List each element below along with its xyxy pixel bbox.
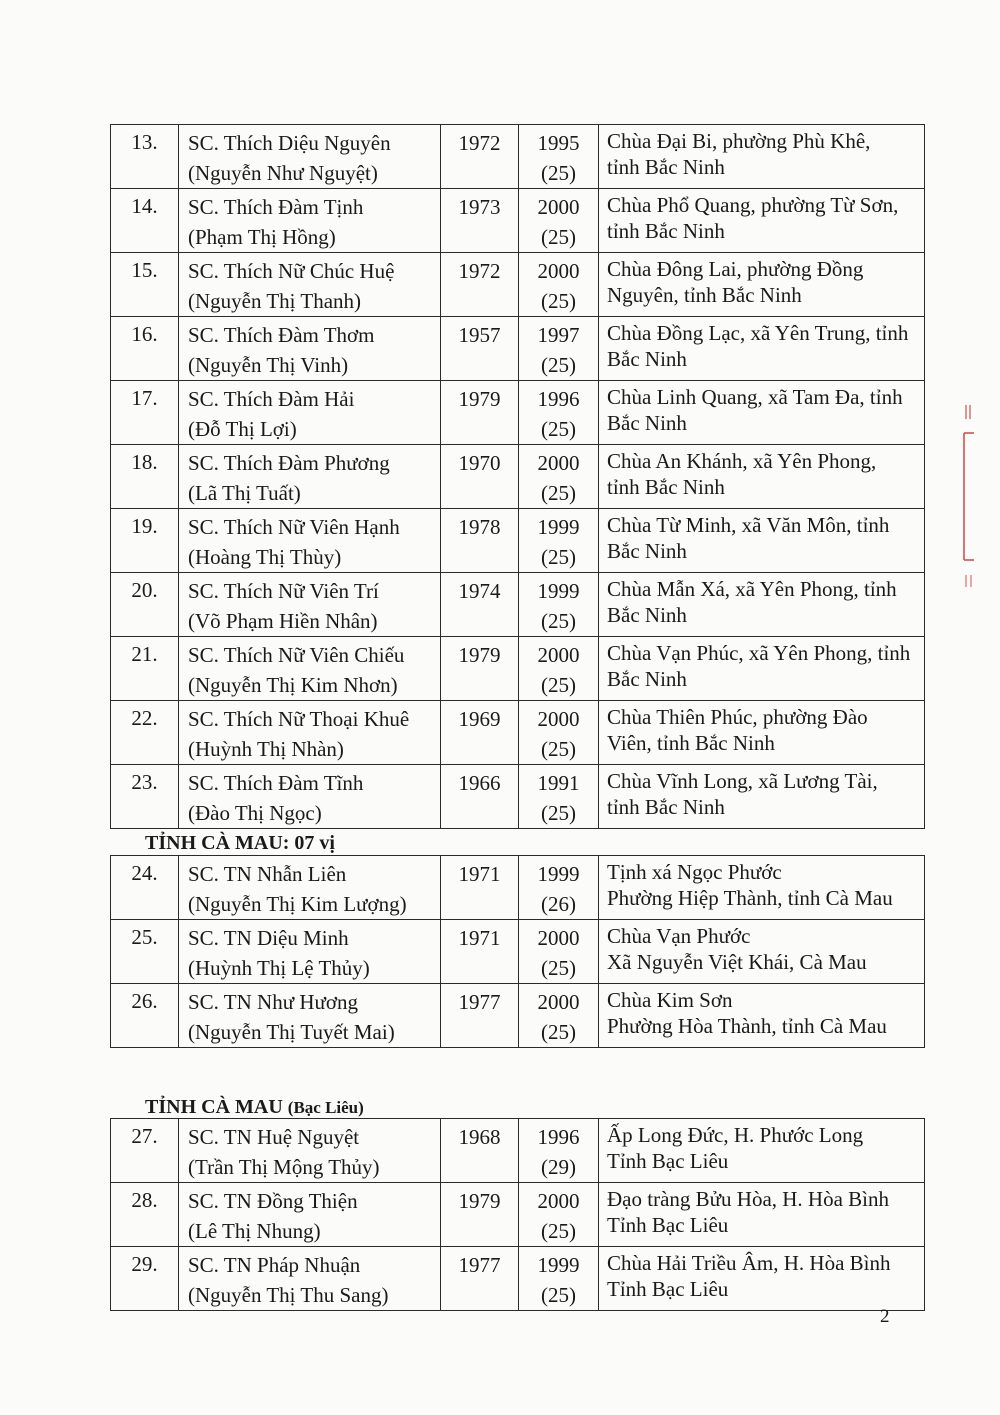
row-number-cell	[111, 381, 179, 445]
address-cell	[599, 445, 925, 509]
ordination-year-year: 1999	[537, 515, 580, 539]
table-bac-lieu	[110, 1118, 925, 1311]
person-name-name: SC. TN Diệu Minh	[188, 926, 349, 950]
birth-year-birth: 1977	[458, 990, 501, 1014]
address-addr2: Bắc Ninh	[607, 411, 687, 435]
person-name-cell	[179, 984, 441, 1048]
ordination-year-years: (25)	[541, 417, 576, 441]
person-name-name: SC. TN Nhẫn Liên	[188, 862, 347, 886]
person-name-name: SC. TN Như Hương	[188, 990, 358, 1014]
table-bac-ninh	[110, 124, 925, 829]
birth-year-birth: 1957	[458, 323, 501, 347]
row-number-no: 18.	[131, 450, 158, 474]
person-name-name: SC. Thích Nữ Viên Hạnh	[188, 515, 400, 539]
ordination-year-year: 1999	[537, 862, 580, 886]
ordination-year-cell	[519, 637, 599, 701]
ordination-year-cell	[519, 381, 599, 445]
row-number-no: 21.	[131, 642, 158, 666]
birth-year-birth: 1970	[458, 451, 501, 475]
row-number-cell	[111, 856, 179, 920]
row-number-cell	[111, 765, 179, 829]
birth-year-cell	[441, 573, 519, 637]
ordination-year-years: (25)	[541, 956, 576, 980]
address-cell	[599, 856, 925, 920]
birth-year-cell	[441, 984, 519, 1048]
ordination-year-years: (25)	[541, 353, 576, 377]
person-name-lay-name: (Nguyễn Như Nguyệt)	[188, 161, 378, 185]
ordination-year-cell	[519, 920, 599, 984]
person-name-name: SC. Thích Diệu Nguyên	[188, 131, 391, 155]
person-name-name: SC. Thích Nữ Thoại Khuê	[188, 707, 410, 731]
address-addr1: Chùa Kim Sơn	[607, 988, 733, 1012]
birth-year-birth: 1979	[458, 387, 501, 411]
ordination-year-year: 1991	[537, 771, 580, 795]
person-name-cell	[179, 920, 441, 984]
ordination-year-year: 2000	[537, 643, 580, 667]
person-name-lay-name: (Nguyễn Thị Kim Nhơn)	[188, 673, 398, 697]
table-row	[111, 701, 925, 765]
row-number-no: 14.	[131, 194, 158, 218]
address-addr2: Bắc Ninh	[607, 667, 687, 691]
address-addr1: Chùa Hải Triều Âm, H. Hòa Bình	[607, 1251, 891, 1275]
person-name-name: SC. TN Pháp Nhuận	[188, 1253, 361, 1277]
person-name-lay-name: (Nguyễn Thị Kim Lượng)	[188, 892, 407, 916]
birth-year-cell	[441, 637, 519, 701]
person-name-lay-name: (Võ Phạm Hiền Nhân)	[188, 609, 378, 633]
section-heading-ca-mau: TỈNH CÀ MAU: 07 vị	[145, 832, 335, 854]
address-cell	[599, 701, 925, 765]
row-number-no: 25.	[131, 925, 158, 949]
ordination-year-year: 1997	[537, 323, 580, 347]
birth-year-birth: 1979	[458, 643, 501, 667]
ordination-year-year: 2000	[537, 259, 580, 283]
person-name-lay-name: (Phạm Thị Hồng)	[188, 225, 336, 249]
person-name-lay-name: (Lê Thị Nhung)	[188, 1219, 321, 1243]
ordination-year-year: 2000	[537, 990, 580, 1014]
row-number-cell	[111, 984, 179, 1048]
address-addr1: Chùa Từ Minh, xã Văn Môn, tỉnh	[607, 513, 890, 537]
birth-year-cell	[441, 765, 519, 829]
birth-year-birth: 1971	[458, 926, 501, 950]
ordination-year-year: 1999	[537, 579, 580, 603]
ordination-year-years: (26)	[541, 892, 576, 916]
address-addr2: tỉnh Bắc Ninh	[607, 795, 725, 819]
address-addr2: Viên, tỉnh Bắc Ninh	[607, 731, 775, 755]
table-row	[111, 189, 925, 253]
address-cell	[599, 1119, 925, 1183]
person-name-lay-name: (Hoàng Thị Thùy)	[188, 545, 342, 569]
address-addr2: Phường Hiệp Thành, tỉnh Cà Mau	[607, 886, 893, 910]
birth-year-cell	[441, 920, 519, 984]
row-number-no: 27.	[131, 1124, 158, 1148]
address-cell	[599, 125, 925, 189]
address-addr1: Chùa Đại Bi, phường Phù Khê,	[607, 129, 871, 153]
person-name-name: SC. Thích Đàm Tịnh	[188, 195, 364, 219]
birth-year-birth: 1977	[458, 1253, 501, 1277]
ordination-year-year: 1995	[537, 131, 580, 155]
birth-year-cell	[441, 125, 519, 189]
address-addr1: Chùa Vạn Phước	[607, 924, 751, 948]
page-number: 2	[880, 1306, 890, 1327]
row-number-cell	[111, 125, 179, 189]
birth-year-birth: 1968	[458, 1125, 501, 1149]
ordination-year-cell	[519, 856, 599, 920]
row-number-no: 13.	[131, 130, 158, 154]
table-row	[111, 573, 925, 637]
person-name-cell	[179, 856, 441, 920]
row-number-no: 29.	[131, 1252, 158, 1276]
ordination-year-cell	[519, 253, 599, 317]
person-name-cell	[179, 701, 441, 765]
ordination-year-years: (25)	[541, 737, 576, 761]
ordination-year-cell	[519, 765, 599, 829]
table-row	[111, 1247, 925, 1311]
address-cell	[599, 573, 925, 637]
address-addr2: Phường Hòa Thành, tỉnh Cà Mau	[607, 1014, 887, 1038]
row-number-no: 22.	[131, 706, 158, 730]
address-addr2: Bắc Ninh	[607, 603, 687, 627]
person-name-lay-name: (Huỳnh Thị Nhàn)	[188, 737, 344, 761]
birth-year-cell	[441, 189, 519, 253]
table-row	[111, 381, 925, 445]
ordination-year-years: (25)	[541, 1020, 576, 1044]
address-addr1: Đạo tràng Bửu Hòa, H. Hòa Bình	[607, 1187, 890, 1211]
ordination-year-cell	[519, 317, 599, 381]
address-cell	[599, 381, 925, 445]
row-number-cell	[111, 509, 179, 573]
person-name-name: SC. Thích Đàm Phương	[188, 451, 390, 475]
address-addr1: Chùa Linh Quang, xã Tam Đa, tỉnh	[607, 385, 903, 409]
table-row	[111, 1119, 925, 1183]
margin-stamp-mark	[962, 405, 976, 595]
address-addr2: Xã Nguyễn Việt Khái, Cà Mau	[607, 950, 867, 974]
address-addr1: Chùa Thiên Phúc, phường Đào	[607, 705, 868, 729]
birth-year-birth: 1978	[458, 515, 501, 539]
birth-year-cell	[441, 856, 519, 920]
row-number-cell	[111, 1183, 179, 1247]
ordination-year-year: 1999	[537, 1253, 580, 1277]
address-addr1: Chùa Đồng Lạc, xã Yên Trung, tỉnh	[607, 321, 909, 345]
person-name-cell	[179, 253, 441, 317]
ordination-year-cell	[519, 189, 599, 253]
row-number-cell	[111, 1119, 179, 1183]
table-row	[111, 856, 925, 920]
ordination-year-year: 2000	[537, 926, 580, 950]
ordination-year-cell	[519, 445, 599, 509]
ordination-year-year: 1996	[537, 387, 580, 411]
ordination-year-year: 1996	[537, 1125, 580, 1149]
birth-year-cell	[441, 1247, 519, 1311]
address-addr1: Chùa Vĩnh Long, xã Lương Tài,	[607, 769, 878, 793]
person-name-lay-name: (Đào Thị Ngọc)	[188, 801, 322, 825]
row-number-cell	[111, 317, 179, 381]
person-name-cell	[179, 1119, 441, 1183]
ordination-year-cell	[519, 1183, 599, 1247]
address-addr2: Nguyên, tỉnh Bắc Ninh	[607, 283, 802, 307]
address-cell	[599, 509, 925, 573]
ordination-year-cell	[519, 125, 599, 189]
birth-year-birth: 1972	[458, 259, 501, 283]
row-number-cell	[111, 253, 179, 317]
person-name-name: SC. Thích Đàm Hải	[188, 387, 355, 411]
row-number-cell	[111, 637, 179, 701]
row-number-no: 23.	[131, 770, 158, 794]
ordination-year-years: (25)	[541, 801, 576, 825]
person-name-name: SC. Thích Đàm Tĩnh	[188, 771, 364, 795]
ordination-year-year: 2000	[537, 707, 580, 731]
person-name-cell	[179, 125, 441, 189]
ordination-year-cell	[519, 509, 599, 573]
person-name-lay-name: (Đỗ Thị Lợi)	[188, 417, 297, 441]
person-name-cell	[179, 445, 441, 509]
person-name-cell	[179, 765, 441, 829]
person-name-lay-name: (Lã Thị Tuất)	[188, 481, 301, 505]
ordination-year-years: (25)	[541, 1283, 576, 1307]
person-name-name: SC. Thích Nữ Chúc Huệ	[188, 259, 395, 283]
person-name-lay-name: (Trần Thị Mộng Thủy)	[188, 1155, 380, 1179]
table-row	[111, 253, 925, 317]
person-name-lay-name: (Nguyễn Thị Tuyết Mai)	[188, 1020, 395, 1044]
address-cell	[599, 1247, 925, 1311]
section-heading-ca-mau-bac-lieu	[145, 1096, 364, 1119]
address-addr2: Bắc Ninh	[607, 347, 687, 371]
ordination-year-cell	[519, 573, 599, 637]
ordination-year-cell	[519, 1119, 599, 1183]
row-number-no: 26.	[131, 989, 158, 1013]
address-cell	[599, 920, 925, 984]
address-addr2: Tỉnh Bạc Liêu	[607, 1149, 729, 1173]
row-number-cell	[111, 573, 179, 637]
person-name-lay-name: (Nguyễn Thị Thanh)	[188, 289, 362, 313]
person-name-name: SC. Thích Đàm Thơm	[188, 323, 375, 347]
person-name-name: SC. TN Huệ Nguyệt	[188, 1125, 360, 1149]
address-cell	[599, 765, 925, 829]
ordination-year-year: 2000	[537, 451, 580, 475]
person-name-cell	[179, 317, 441, 381]
address-addr1: Chùa Đông Lai, phường Đồng	[607, 257, 864, 281]
address-addr2: Bắc Ninh	[607, 539, 687, 563]
heading-sub: (Bạc Liêu)	[287, 1098, 364, 1117]
birth-year-birth: 1974	[458, 579, 501, 603]
address-addr1: Chùa An Khánh, xã Yên Phong,	[607, 449, 877, 473]
person-name-name: SC. Thích Nữ Viên Chiếu	[188, 643, 405, 667]
birth-year-cell	[441, 445, 519, 509]
address-cell	[599, 637, 925, 701]
person-name-name: SC. Thích Nữ Viên Trí	[188, 579, 379, 603]
birth-year-cell	[441, 381, 519, 445]
ordination-year-cell	[519, 1247, 599, 1311]
address-addr1: Tịnh xá Ngọc Phước	[607, 860, 782, 884]
birth-year-cell	[441, 1119, 519, 1183]
person-name-cell	[179, 573, 441, 637]
table-ca-mau	[110, 855, 925, 1048]
birth-year-cell	[441, 509, 519, 573]
birth-year-birth: 1972	[458, 131, 501, 155]
ordination-year-year: 2000	[537, 195, 580, 219]
ordination-year-years: (29)	[541, 1155, 576, 1179]
address-cell	[599, 253, 925, 317]
birth-year-birth: 1979	[458, 1189, 501, 1213]
ordination-year-years: (25)	[541, 481, 576, 505]
row-number-no: 24.	[131, 861, 158, 885]
table-row	[111, 445, 925, 509]
table-row	[111, 317, 925, 381]
person-name-cell	[179, 637, 441, 701]
ordination-year-years: (25)	[541, 609, 576, 633]
person-name-lay-name: (Huỳnh Thị Lệ Thủy)	[188, 956, 370, 980]
row-number-no: 19.	[131, 514, 158, 538]
row-number-cell	[111, 920, 179, 984]
birth-year-birth: 1969	[458, 707, 501, 731]
row-number-cell	[111, 701, 179, 765]
table-row	[111, 984, 925, 1048]
ordination-year-years: (25)	[541, 161, 576, 185]
person-name-cell	[179, 381, 441, 445]
address-addr2: Tỉnh Bạc Liêu	[607, 1277, 729, 1301]
table-row	[111, 1183, 925, 1247]
address-cell	[599, 189, 925, 253]
birth-year-cell	[441, 1183, 519, 1247]
person-name-cell	[179, 189, 441, 253]
ordination-year-years: (25)	[541, 1219, 576, 1243]
row-number-cell	[111, 189, 179, 253]
row-number-cell	[111, 445, 179, 509]
birth-year-cell	[441, 701, 519, 765]
person-name-lay-name: (Nguyễn Thị Vinh)	[188, 353, 349, 377]
ordination-year-years: (25)	[541, 673, 576, 697]
heading-main: TỈNH CÀ MAU	[145, 1096, 283, 1118]
address-addr1: Chùa Mẫn Xá, xã Yên Phong, tỉnh	[607, 577, 897, 601]
address-cell	[599, 1183, 925, 1247]
table-row	[111, 765, 925, 829]
ordination-year-years: (25)	[541, 545, 576, 569]
ordination-year-year: 2000	[537, 1189, 580, 1213]
address-cell	[599, 317, 925, 381]
row-number-no: 20.	[131, 578, 158, 602]
table-row	[111, 125, 925, 189]
row-number-cell	[111, 1247, 179, 1311]
row-number-no: 16.	[131, 322, 158, 346]
address-addr1: Ấp Long Đức, H. Phước Long	[607, 1123, 864, 1147]
address-addr1: Chùa Vạn Phúc, xã Yên Phong, tỉnh	[607, 641, 911, 665]
ordination-year-years: (25)	[541, 289, 576, 313]
birth-year-cell	[441, 253, 519, 317]
row-number-no: 17.	[131, 386, 158, 410]
person-name-cell	[179, 509, 441, 573]
person-name-cell	[179, 1183, 441, 1247]
ordination-year-cell	[519, 701, 599, 765]
address-cell	[599, 984, 925, 1048]
table-row	[111, 509, 925, 573]
address-addr1: Chùa Phổ Quang, phường Từ Sơn,	[607, 193, 899, 217]
address-addr2: tỉnh Bắc Ninh	[607, 475, 725, 499]
person-name-name: SC. TN Đồng Thiện	[188, 1189, 358, 1213]
birth-year-cell	[441, 317, 519, 381]
address-addr2: tỉnh Bắc Ninh	[607, 219, 725, 243]
row-number-no: 15.	[131, 258, 158, 282]
address-addr2: Tỉnh Bạc Liêu	[607, 1213, 729, 1237]
table-row	[111, 637, 925, 701]
row-number-no: 28.	[131, 1188, 158, 1212]
person-name-cell	[179, 1247, 441, 1311]
address-addr2: tỉnh Bắc Ninh	[607, 155, 725, 179]
birth-year-birth: 1971	[458, 862, 501, 886]
birth-year-birth: 1973	[458, 195, 501, 219]
ordination-year-cell	[519, 984, 599, 1048]
birth-year-birth: 1966	[458, 771, 501, 795]
table-row	[111, 920, 925, 984]
ordination-year-years: (25)	[541, 225, 576, 249]
person-name-lay-name: (Nguyễn Thị Thu Sang)	[188, 1283, 389, 1307]
